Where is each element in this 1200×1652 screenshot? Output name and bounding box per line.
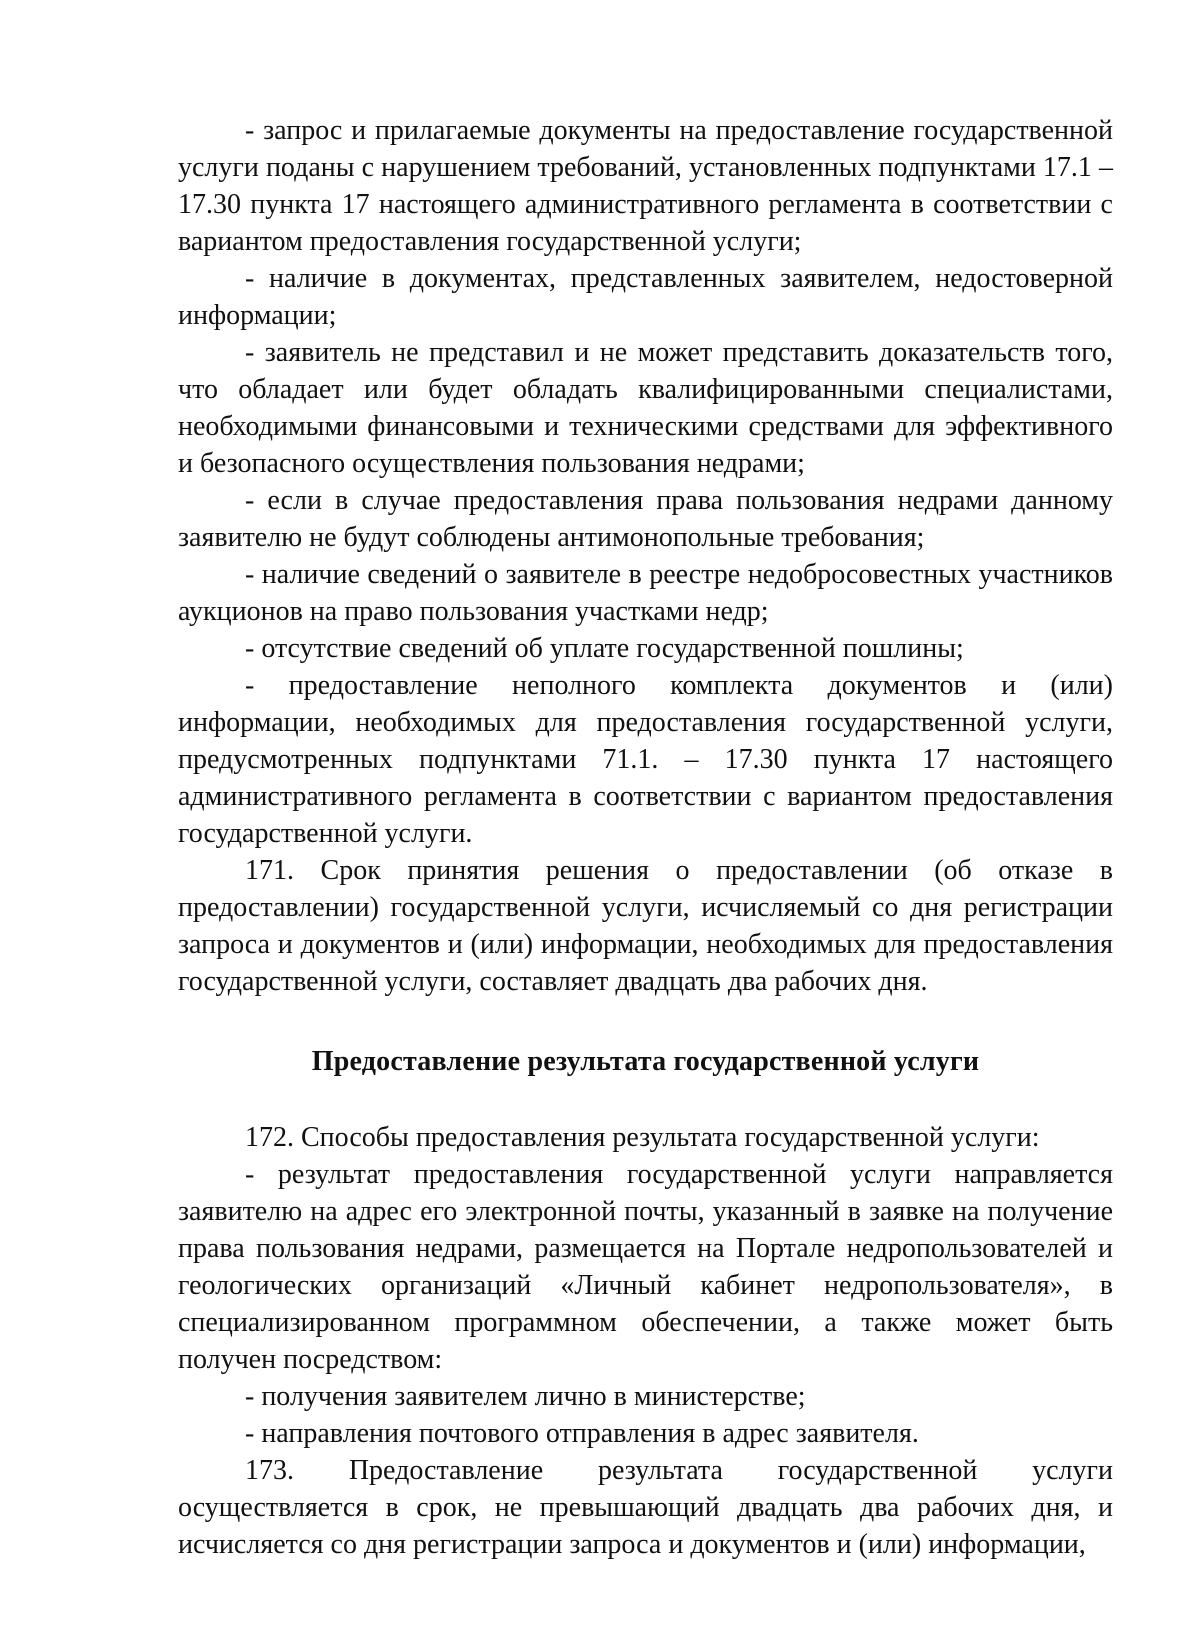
paragraph-refusal-incomplete-request: - запрос и прилагаемые документы на предоставление государственной услуги поданы с нарушением требований, установленных подпунктами 17.1 – 17.30 пункта 17 настоящего административного регламента в соответствии с вариантом предоставления государственной услуги; — [178, 115, 1113, 257]
paragraph-refusal-registry: - наличие сведений о заявителе в реестре недобросовестных участников аукционов на право пользования участками недр; — [178, 559, 1113, 627]
paragraph-refusal-no-evidence: - заявитель не представил и не может представить доказательств того, что обладает или будет обладать квалифицированными специалистами, необходимыми финансовыми и техническими средствами для эффективного и безопасного осуществления пользования недрами; — [178, 337, 1113, 479]
document-body — [178, 112, 1113, 1563]
paragraph-postal: - направления почтового отправления в адрес заявителя. — [245, 1418, 919, 1449]
paragraph-refusal-incomplete-set: - предоставление неполного комплекта документов и (или) информации, необходимых для предоставления государственной услуги, предусмотренных подпунктами 71.1. – 17.30 пункта 17 настоящего административного регламента в соответствии с вариантом предоставления государственной услуги. — [178, 670, 1113, 849]
paragraph-refusal-fee: - отсутствие сведений об уплате государственной пошлины; — [245, 633, 964, 664]
paragraph-refusal-false-information: - наличие в документах, представленных заявителем, недостоверной информации; — [178, 263, 1113, 331]
paragraph-172: 172. Способы предоставления результата государственной услуги: — [245, 1122, 1040, 1153]
section-heading: Предоставление результата государственной услуги — [311, 1046, 980, 1077]
paragraph-in-person: - получения заявителем лично в министерстве; — [245, 1381, 806, 1412]
paragraph-result-delivery: - результат предоставления государственной услуги направляется заявителю на адрес его электронной почты, указанный в заявке на получение права пользования недрами, размещается на Портале недропользователей и геологических организаций «Личный кабинет недропользователя», в специализированном программном обеспечении, а также может быть получен посредством: — [178, 1159, 1113, 1375]
paragraph-171: 171. Срок принятия решения о предоставлении (об отказе в предоставлении) государственной услуги, исчисляемый со дня регистрации запроса и документов и (или) информации, необходимых для предоставления государственной услуги, составляет двадцать два рабочих дня. — [178, 855, 1113, 997]
paragraph-173: 173. Предоставление результата государственной услуги осуществляется в срок, не превышающий двадцать два рабочих дня, и исчисляется со дня регистрации запроса и документов и (или) информации, — [178, 1455, 1113, 1560]
paragraph-refusal-antimonopoly: - если в случае предоставления права пользования недрами данному заявителю не будут соблюдены антимонопольные требования; — [178, 485, 1113, 553]
